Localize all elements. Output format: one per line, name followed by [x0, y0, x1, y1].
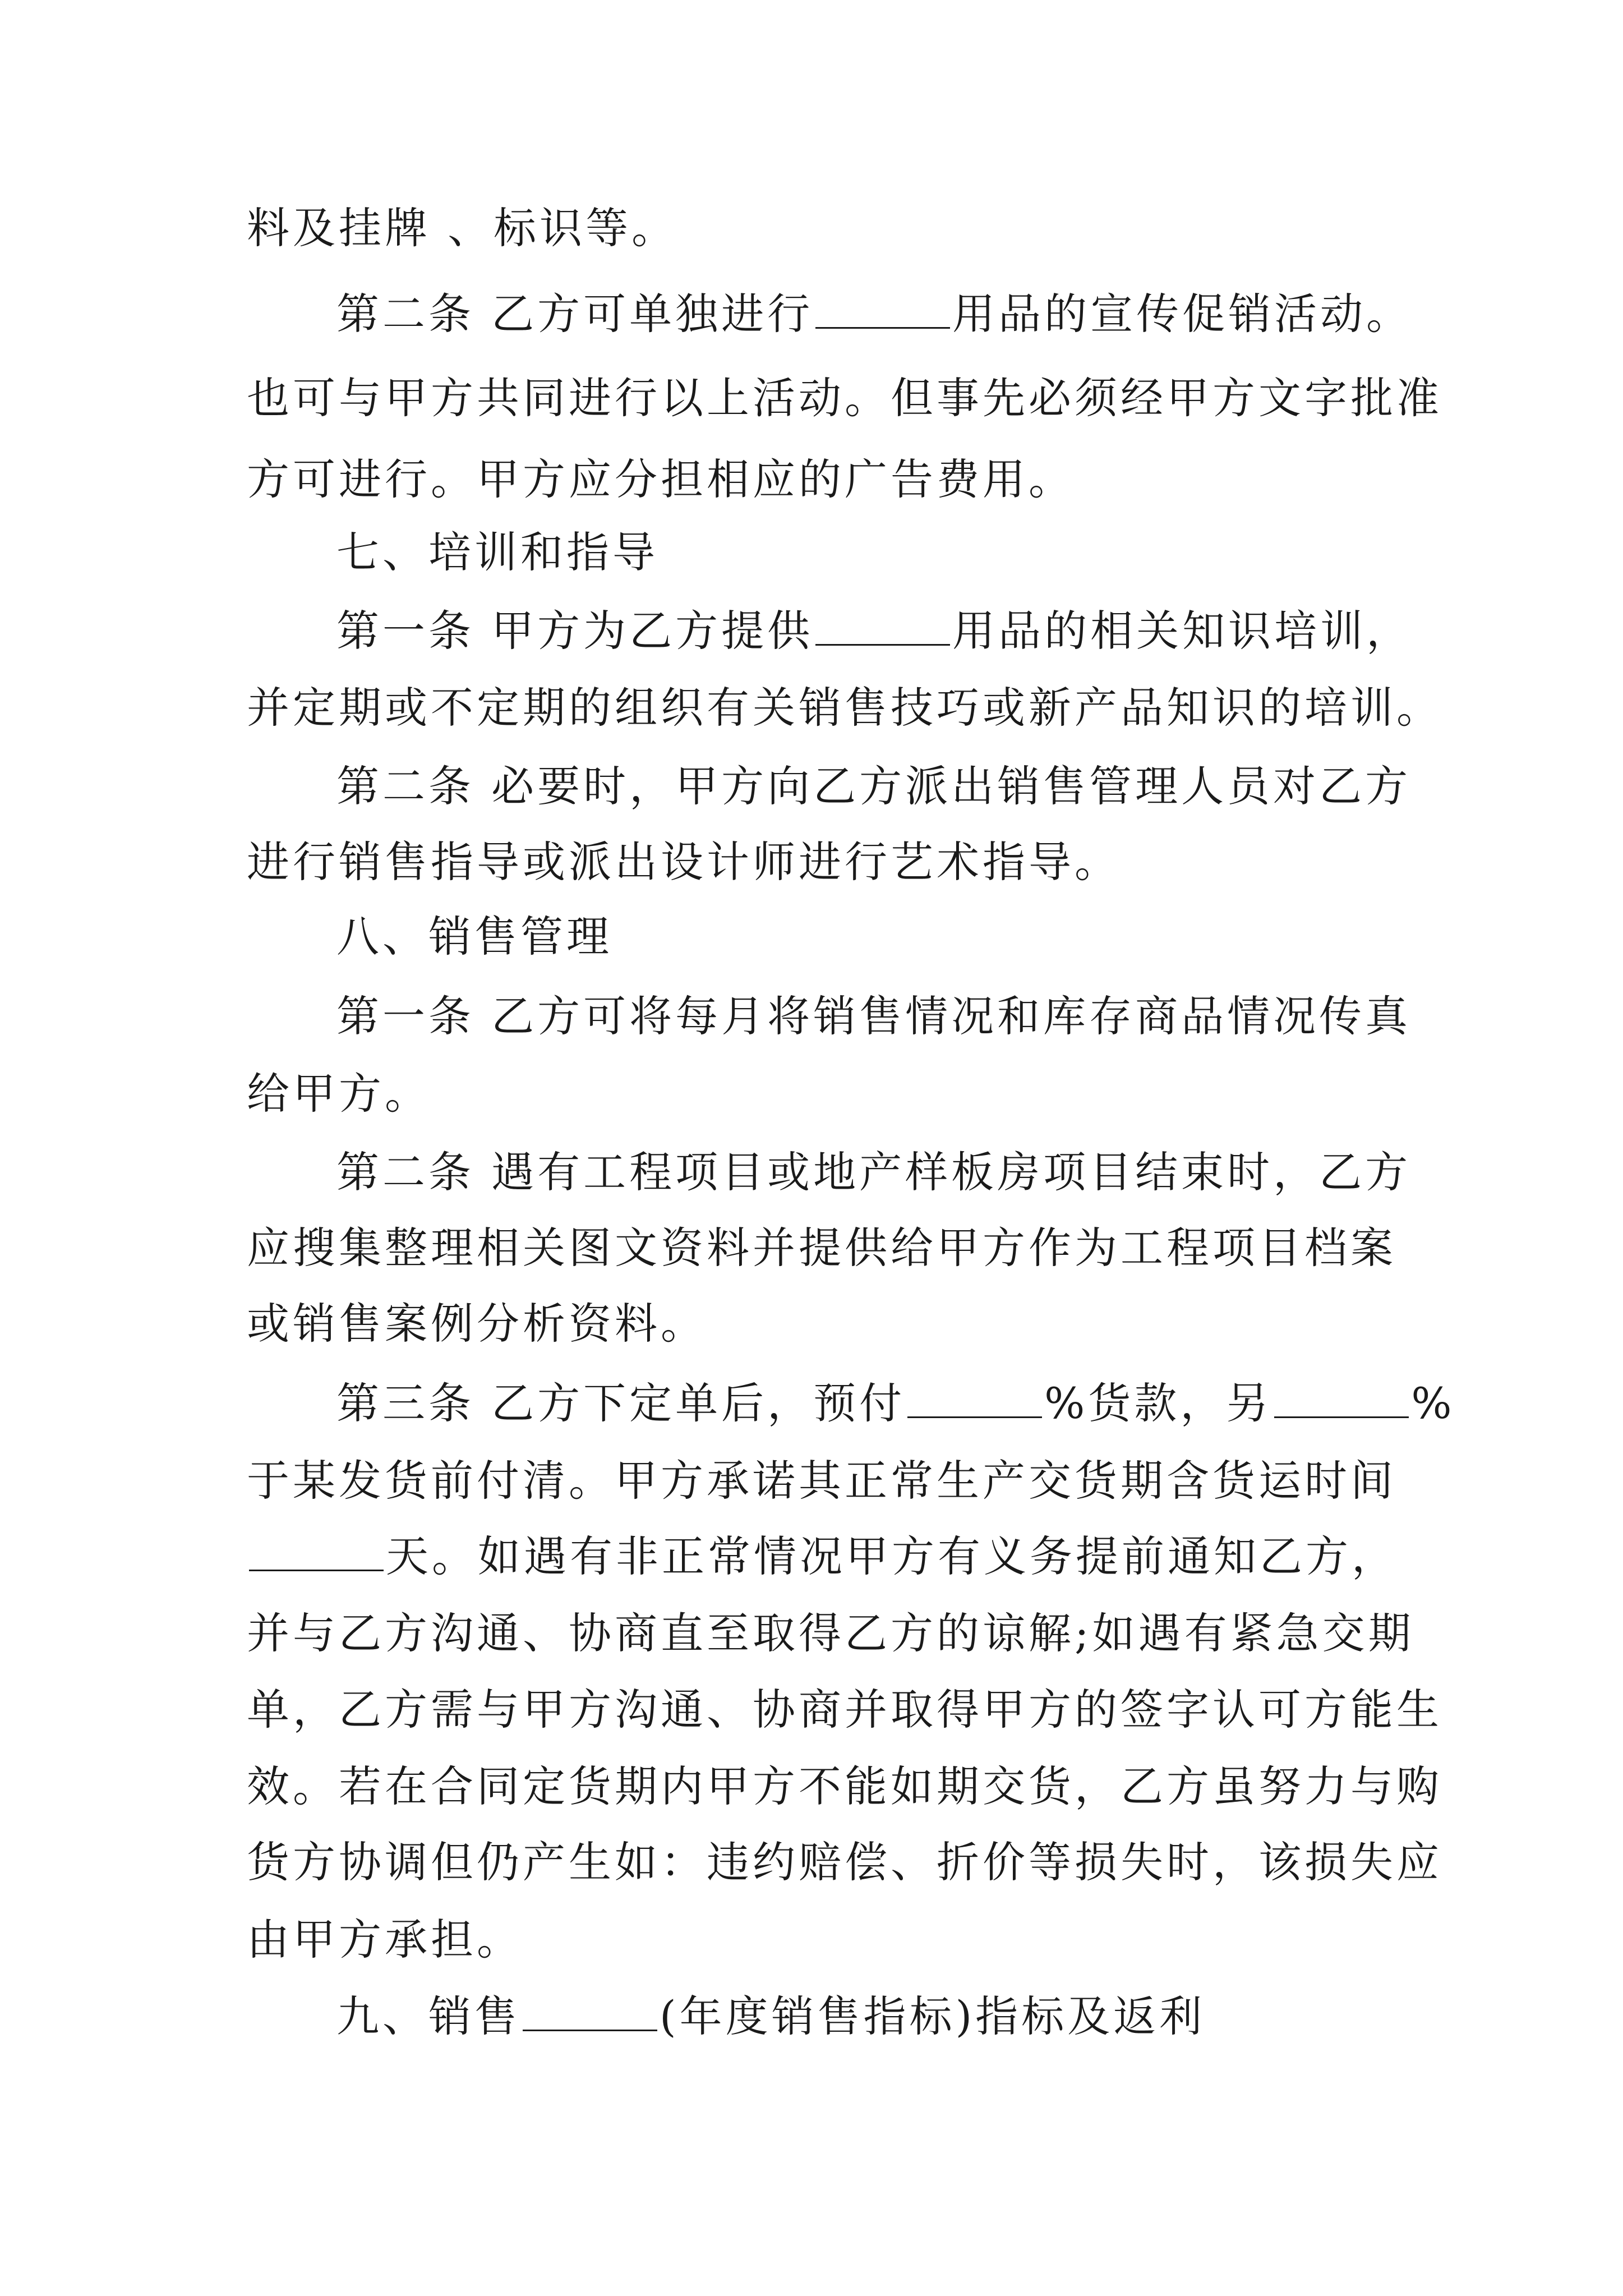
text-line — [336, 988, 1411, 1045]
line-text: % — [1411, 1378, 1455, 1428]
line-text: 方可进行。甲方应分担相应的广告费用。 — [247, 454, 1075, 504]
line-text: 用品的相关知识培训， — [952, 606, 1413, 656]
fill-blank — [249, 1535, 384, 1571]
line-text: 应搜集整理相关图文资料并提供给甲方作为工程项目档案 — [247, 1223, 1396, 1273]
text-line — [247, 200, 677, 256]
line-text: 或销售案例分析资料。 — [247, 1299, 707, 1349]
line-text: 于某发货前付清。甲方承诺其正常生产交货期含货运时间 — [247, 1456, 1396, 1506]
text-line — [247, 1220, 1396, 1276]
fill-blank — [523, 1995, 657, 2031]
fill-blank — [1274, 1382, 1409, 1418]
line-text: 给甲方。 — [247, 1069, 431, 1119]
text-line — [247, 834, 1121, 890]
line-text: 由甲方承担。 — [247, 1915, 523, 1964]
fill-blank — [907, 1382, 1042, 1418]
line-text: 用品的宣传促销活动。 — [952, 289, 1413, 339]
text-line — [247, 370, 1442, 426]
line-text: 也可与甲方共同进行以上活动。但事先必须经甲方文字批准 — [247, 373, 1442, 423]
line-text: 八、销售管理 — [336, 912, 612, 961]
line-text: 第一条 甲方为乙方提供 — [336, 606, 814, 656]
line-text: 第二条 遇有工程项目或地产样板房项目结束时，乙方 — [336, 1147, 1412, 1197]
line-text: 第二条 必要时，甲方向乙方派出销售管理人员对乙方 — [336, 761, 1412, 811]
text-line — [247, 452, 1075, 508]
line-text: 进行销售指导或派出设计师进行艺术指导。 — [247, 837, 1121, 887]
fill-blank — [815, 609, 950, 646]
line-text: 并定期或不定期的组织有关销售技巧或新产品知识的培训。 — [247, 683, 1442, 733]
line-text: 第二条 乙方可单独进行 — [336, 289, 814, 339]
text-line — [247, 1912, 523, 1968]
text-line — [247, 680, 1442, 736]
text-line — [247, 1682, 1442, 1738]
line-text: 单，乙方需与甲方沟通、协商并取得甲方的签字认可方能生 — [247, 1685, 1442, 1734]
line-text: 第三条 乙方下定单后，预付 — [336, 1378, 906, 1428]
line-text: 七、培训和指导 — [336, 527, 658, 577]
text-line — [247, 1066, 431, 1122]
text-line — [336, 1375, 1455, 1432]
line-text: 第一条 乙方可将每月将销售情况和库存商品情况传真 — [336, 991, 1412, 1041]
line-text: 九、销售 — [336, 1991, 520, 2041]
text-line — [336, 758, 1411, 815]
line-text: 天。如遇有非正常情况甲方有义务提前通知乙方， — [386, 1531, 1398, 1581]
text-line — [247, 1453, 1396, 1509]
section-heading — [336, 1989, 1205, 2045]
text-line — [336, 1144, 1411, 1200]
text-line — [247, 1529, 1398, 1585]
line-text: 效。若在合同定货期内甲方不能如期交货，乙方虽努力与购 — [247, 1761, 1442, 1811]
line-text: 并与乙方沟通、协商直至取得乙方的谅解;如遇有紧急交期 — [247, 1608, 1414, 1658]
line-text: (年度销售指标)指标及返利 — [660, 1991, 1206, 2041]
text-line — [247, 1759, 1442, 1815]
line-text: 货方协调但仍产生如：违约赔偿、折价等损失时，该损失应 — [247, 1837, 1442, 1887]
text-line — [336, 603, 1412, 659]
fill-blank — [815, 292, 950, 329]
text-line — [247, 1605, 1414, 1662]
line-text: 料及挂牌 、标识等。 — [247, 203, 678, 253]
line-text: %货款，另 — [1044, 1378, 1272, 1428]
text-line — [247, 1834, 1442, 1890]
section-heading — [336, 524, 658, 581]
section-heading — [336, 909, 612, 965]
text-line — [247, 1296, 707, 1352]
text-line — [336, 286, 1412, 342]
